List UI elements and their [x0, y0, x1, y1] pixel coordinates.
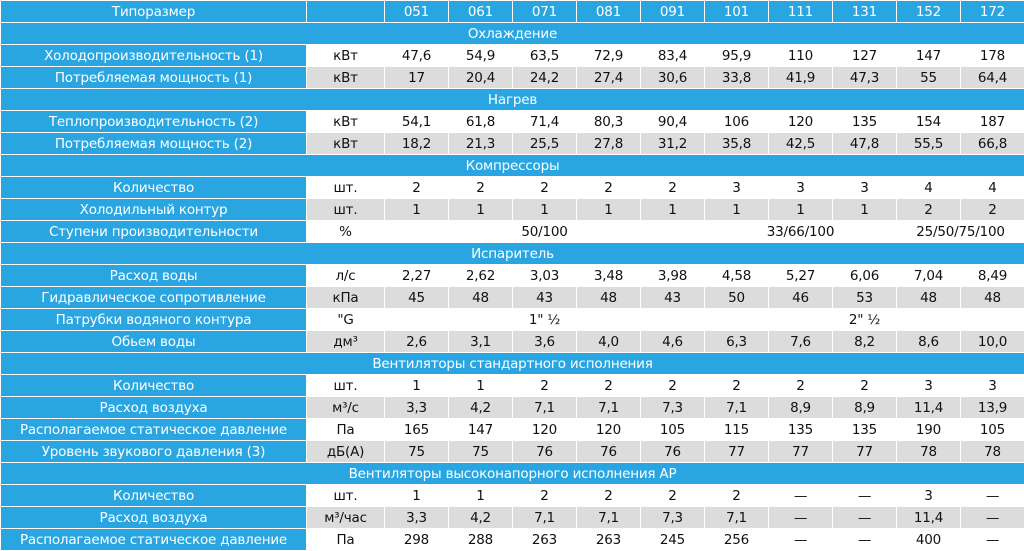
row-unit: шт. [307, 177, 385, 199]
table-row [1, 441, 1024, 463]
table-cell: — [961, 529, 1024, 551]
header-model: 081 [577, 1, 641, 23]
merged-cell: 33/66/100 [705, 221, 897, 243]
table-cell: 245 [641, 529, 705, 551]
table-cell: 1 [577, 199, 641, 221]
section-header-row [1, 89, 1024, 111]
row-unit: шт. [307, 485, 385, 507]
table-cell: 7,1 [705, 397, 769, 419]
table-cell: — [833, 507, 897, 529]
table-cell: 1 [833, 199, 897, 221]
table-cell: 48 [577, 287, 641, 309]
table-body [1, 23, 1024, 551]
row-unit: дм³ [307, 331, 385, 353]
row-unit: шт. [307, 199, 385, 221]
table-cell: 3,3 [385, 507, 449, 529]
table-cell: 90,4 [641, 111, 705, 133]
table-cell: 48 [897, 287, 961, 309]
table-cell: 2 [513, 177, 577, 199]
table-cell: 263 [513, 529, 577, 551]
table-row [1, 529, 1024, 551]
table-cell: 4,58 [705, 265, 769, 287]
row-unit: % [307, 221, 385, 243]
table-cell: 298 [385, 529, 449, 551]
table-cell: 3,3 [385, 397, 449, 419]
table-cell: 2,62 [449, 265, 513, 287]
table-cell: 7,3 [641, 397, 705, 419]
table-cell: — [769, 529, 833, 551]
table-cell: 5,27 [769, 265, 833, 287]
table-row [1, 177, 1024, 199]
table-cell: 8,6 [897, 331, 961, 353]
table-cell: 1 [641, 199, 705, 221]
table-row [1, 45, 1024, 67]
row-label: Патрубки водяного контура [1, 309, 307, 331]
table-cell: 127 [833, 45, 897, 67]
table-row [1, 287, 1024, 309]
table-cell: 1 [769, 199, 833, 221]
table-cell: 120 [513, 419, 577, 441]
table-cell: 42,5 [769, 133, 833, 155]
table-cell: 263 [577, 529, 641, 551]
table-cell: 105 [961, 419, 1024, 441]
table-cell: 6,06 [833, 265, 897, 287]
table-cell: — [833, 529, 897, 551]
table-cell: 3 [961, 375, 1024, 397]
table-cell: 115 [705, 419, 769, 441]
header-model: 172 [961, 1, 1024, 23]
header-model: 091 [641, 1, 705, 23]
table-header-row [1, 1, 1024, 23]
table-cell: 63,5 [513, 45, 577, 67]
table-cell: 71,4 [513, 111, 577, 133]
table-cell: 1 [705, 199, 769, 221]
table-cell: 48 [449, 287, 513, 309]
table-cell: 4 [897, 177, 961, 199]
table-cell: 7,1 [513, 397, 577, 419]
table-cell: 25,5 [513, 133, 577, 155]
table-row [1, 485, 1024, 507]
header-model: 111 [769, 1, 833, 23]
table-cell: 3 [705, 177, 769, 199]
row-label: Потребляемая мощность (1) [1, 67, 307, 89]
section-title: Нагрев [1, 89, 1024, 111]
table-cell: 76 [513, 441, 577, 463]
row-label: Обьем воды [1, 331, 307, 353]
section-title: Испаритель [1, 243, 1024, 265]
table-cell: 147 [897, 45, 961, 67]
row-label: Холодильный контур [1, 199, 307, 221]
table-cell: 75 [385, 441, 449, 463]
table-cell: 55,5 [897, 133, 961, 155]
table-row [1, 265, 1024, 287]
row-unit: кПа [307, 287, 385, 309]
table-cell: 83,4 [641, 45, 705, 67]
section-title: Вентиляторы стандартного исполнения [1, 353, 1024, 375]
table-cell: 1 [385, 485, 449, 507]
table-cell: 54,9 [449, 45, 513, 67]
table-row [1, 331, 1024, 353]
table-cell: 120 [769, 111, 833, 133]
row-label: Расход воздуха [1, 397, 307, 419]
table-cell: 7,04 [897, 265, 961, 287]
table-cell: 1 [449, 199, 513, 221]
table-row [1, 67, 1024, 89]
row-label: Расход воздуха [1, 507, 307, 529]
row-label: Ступени производительности [1, 221, 307, 243]
table-cell: 135 [833, 419, 897, 441]
merged-cell: 2" ½ [705, 309, 1024, 331]
section-header-row [1, 463, 1024, 485]
table-cell: 77 [705, 441, 769, 463]
table-cell: 2 [577, 375, 641, 397]
table-cell: 27,8 [577, 133, 641, 155]
table-row [1, 309, 1024, 331]
table-cell: 78 [897, 441, 961, 463]
table-cell: 1 [449, 485, 513, 507]
table-cell: 178 [961, 45, 1024, 67]
table-cell: 7,1 [513, 507, 577, 529]
header-model: 071 [513, 1, 577, 23]
table-cell: 190 [897, 419, 961, 441]
table-cell: 2 [705, 485, 769, 507]
table-cell: — [769, 507, 833, 529]
header-model: 101 [705, 1, 769, 23]
table-row [1, 375, 1024, 397]
table-cell: 3,03 [513, 265, 577, 287]
section-header-row [1, 353, 1024, 375]
table-cell: 8,2 [833, 331, 897, 353]
table-cell: 46 [769, 287, 833, 309]
table-cell: 10,0 [961, 331, 1024, 353]
row-unit: кВт [307, 67, 385, 89]
merged-cell: 1" ½ [385, 309, 705, 331]
table-cell: 21,3 [449, 133, 513, 155]
table-cell: 8,49 [961, 265, 1024, 287]
table-cell: 4,2 [449, 397, 513, 419]
table-cell: 53 [833, 287, 897, 309]
table-cell: 135 [833, 111, 897, 133]
table-row [1, 419, 1024, 441]
table-cell: 7,1 [705, 507, 769, 529]
table-cell: 7,1 [577, 507, 641, 529]
section-header-row [1, 23, 1024, 45]
table-cell: 47,8 [833, 133, 897, 155]
table-cell: 1 [449, 375, 513, 397]
table-cell: 110 [769, 45, 833, 67]
table-cell: 154 [897, 111, 961, 133]
table-cell: — [961, 507, 1024, 529]
table-cell: 106 [705, 111, 769, 133]
table-cell: — [769, 485, 833, 507]
table-cell: 2 [769, 375, 833, 397]
table-cell: 45 [385, 287, 449, 309]
table-cell: 48 [961, 287, 1024, 309]
table-cell: 2 [641, 375, 705, 397]
row-label: Количество [1, 485, 307, 507]
table-cell: 135 [769, 419, 833, 441]
table-cell: 2 [705, 375, 769, 397]
header-unit [307, 1, 385, 23]
row-unit: кВт [307, 45, 385, 67]
merged-cell: 25/50/75/100 [897, 221, 1024, 243]
table-cell: 6,3 [705, 331, 769, 353]
row-unit: м³/с [307, 397, 385, 419]
table-cell: 76 [577, 441, 641, 463]
table-cell: 13,9 [961, 397, 1024, 419]
table-cell: 2 [577, 485, 641, 507]
table-cell: 1 [385, 375, 449, 397]
table-cell: 2 [385, 177, 449, 199]
table-cell: 8,9 [769, 397, 833, 419]
row-unit: кВт [307, 133, 385, 155]
table-cell: 2 [577, 177, 641, 199]
table-cell: 2 [833, 375, 897, 397]
row-label: Располагаемое статическое давление [1, 419, 307, 441]
row-unit: Па [307, 419, 385, 441]
table-cell: 80,3 [577, 111, 641, 133]
row-label: Расход воды [1, 265, 307, 287]
table-cell: 4 [961, 177, 1024, 199]
table-row [1, 221, 1024, 243]
table-row [1, 133, 1024, 155]
section-title: Охлаждение [1, 23, 1024, 45]
table-cell: 20,4 [449, 67, 513, 89]
table-cell: 7,3 [641, 507, 705, 529]
table-cell: 4,0 [577, 331, 641, 353]
table-cell: 2 [641, 177, 705, 199]
table-cell: 288 [449, 529, 513, 551]
table-cell: 3 [897, 375, 961, 397]
section-header-row [1, 155, 1024, 177]
table-cell: 120 [577, 419, 641, 441]
row-unit: кВт [307, 111, 385, 133]
row-unit: шт. [307, 375, 385, 397]
table-cell: 4,6 [641, 331, 705, 353]
table-cell: 95,9 [705, 45, 769, 67]
table-cell: — [961, 485, 1024, 507]
section-title: Компрессоры [1, 155, 1024, 177]
table-cell: 61,8 [449, 111, 513, 133]
table-cell: 47,3 [833, 67, 897, 89]
row-label: Уровень звукового давления (3) [1, 441, 307, 463]
table-cell: 24,2 [513, 67, 577, 89]
row-label: Холодопроизводительность (1) [1, 45, 307, 67]
table-cell: 77 [833, 441, 897, 463]
table-cell: 31,2 [641, 133, 705, 155]
table-cell: 4,2 [449, 507, 513, 529]
table-cell: 3 [897, 485, 961, 507]
table-cell: 2 [641, 485, 705, 507]
row-unit: м³/час [307, 507, 385, 529]
table-cell: 41,9 [769, 67, 833, 89]
row-label: Гидравлическое сопротивление [1, 287, 307, 309]
row-label: Количество [1, 177, 307, 199]
header-model: 051 [385, 1, 449, 23]
table-cell: 1 [513, 199, 577, 221]
table-cell: 66,8 [961, 133, 1024, 155]
table-row [1, 507, 1024, 529]
table-cell: 33,8 [705, 67, 769, 89]
row-label: Количество [1, 375, 307, 397]
table-cell: 72,9 [577, 45, 641, 67]
table-cell: 7,1 [577, 397, 641, 419]
table-row [1, 111, 1024, 133]
table-cell: 165 [385, 419, 449, 441]
table-cell: 3 [769, 177, 833, 199]
table-cell: 64,4 [961, 67, 1024, 89]
table-cell: 2 [961, 199, 1024, 221]
header-model: 152 [897, 1, 961, 23]
table-cell: 3,98 [641, 265, 705, 287]
table-row [1, 199, 1024, 221]
table-cell: 55 [897, 67, 961, 89]
table-cell: 2 [513, 485, 577, 507]
table-cell: 3,1 [449, 331, 513, 353]
table-row [1, 397, 1024, 419]
row-unit: Па [307, 529, 385, 551]
table-cell: 17 [385, 67, 449, 89]
table-cell: 105 [641, 419, 705, 441]
table-cell: 2,27 [385, 265, 449, 287]
row-unit: "G [307, 309, 385, 331]
table-cell: 43 [641, 287, 705, 309]
row-unit: л/с [307, 265, 385, 287]
table-cell: 2 [449, 177, 513, 199]
table-cell: 2,6 [385, 331, 449, 353]
table-cell: 400 [897, 529, 961, 551]
row-label: Располагаемое статическое давление [1, 529, 307, 551]
header-label: Типоразмер [1, 1, 307, 23]
section-header-row [1, 243, 1024, 265]
table-cell: 30,6 [641, 67, 705, 89]
table-cell: 78 [961, 441, 1024, 463]
merged-cell: 50/100 [385, 221, 705, 243]
table-cell: 77 [769, 441, 833, 463]
table-cell: 2 [897, 199, 961, 221]
row-unit: дБ(А) [307, 441, 385, 463]
row-label: Потребляемая мощность (2) [1, 133, 307, 155]
table-cell: 7,6 [769, 331, 833, 353]
row-label: Теплопроизводительность (2) [1, 111, 307, 133]
table-cell: 47,6 [385, 45, 449, 67]
table-cell: 3,48 [577, 265, 641, 287]
table-cell: 75 [449, 441, 513, 463]
table-cell: 54,1 [385, 111, 449, 133]
table-cell: 11,4 [897, 507, 961, 529]
table-cell: 35,8 [705, 133, 769, 155]
table-cell: 187 [961, 111, 1024, 133]
table-cell: 76 [641, 441, 705, 463]
table-cell: 50 [705, 287, 769, 309]
header-model: 131 [833, 1, 897, 23]
table-cell: 1 [385, 199, 449, 221]
table-cell: 8,9 [833, 397, 897, 419]
table-cell: 256 [705, 529, 769, 551]
table-cell: 18,2 [385, 133, 449, 155]
table-cell: — [833, 485, 897, 507]
table-cell: 147 [449, 419, 513, 441]
section-title: Вентиляторы высоконапорного исполнения АР [1, 463, 1024, 485]
table-cell: 3,6 [513, 331, 577, 353]
table-cell: 43 [513, 287, 577, 309]
table-cell: 11,4 [897, 397, 961, 419]
table-cell: 2 [513, 375, 577, 397]
table-cell: 3 [833, 177, 897, 199]
header-model: 061 [449, 1, 513, 23]
table-cell: 27,4 [577, 67, 641, 89]
